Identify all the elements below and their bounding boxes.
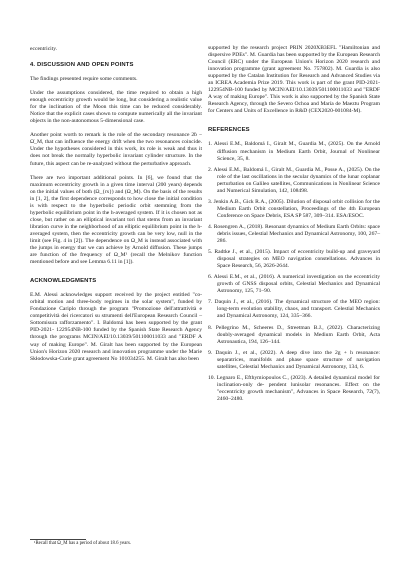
reference-item: 9. Daquin J., et al., (2022). A deep dive into the 2g + h resonance: separatrices, manifolds and phase space structure of navigation satellites, Celestial Mechanics and Dynamical Astronomy, 134, 6. — [208, 349, 380, 370]
reference-item: 8. Pellegrino M., Scheeres D., Streetman B.J., (2022). Characterizing doubly-averaged dynamical models in Medium Earth Orbit, Acta Astronautica, 194, 126–144. — [208, 324, 380, 345]
paragraph: E.M. Alessi acknowledges support received by the project entitled "co-orbital motion and three-body regimes in the solar system", funded by Fondazione Cariplo through the program "Promozione dell'attrattività e competitività dei ricercatori su strumenti dell'European Research Council – Sottomisura rafforzamento". I. Baldomá has been supported by the grant PID-2021- 122954NB-100 funded by the Spanish State Research Agency through the programs MCIN/AEI/10.13039/501100011033 and "ERDF A way of making Europe". M. Giralt has been supported by the European Union's Horizon 2020 research and innovation programme under the Marie Skłodowska-Curie grant agreement No 101034255. M. Giralt has also been — [30, 292, 202, 362]
reference-item: 7. Daquin J., et al., (2016). The dynamical structure of the MEO region: long-term evolution stability, chaos, and transport. Celestial Mechanics and Dynamical Astronomy, 124, 335–366. — [208, 299, 380, 320]
reference-item: 1. Alessi E.M., Baldomá I., Giralt M., Guardia M., (2025). On the Arnold diffusion mechanism in Medium Earth Orbit, Journal of Nonlinear Science, 35, 8. — [208, 141, 380, 162]
reference-item: 6. Alessi E.M., et al., (2016). A numerical investigation on the eccentricity growth of GNSS disposal orbits, Celestial Mechanics and Dynamical Astronomy, 125, 71–90. — [208, 274, 380, 295]
section-heading-discussion: 4. DISCUSSION AND OPEN POINTS — [30, 62, 134, 69]
paragraph: supported by the research project PRIN 2020XB3EFL "Hamiltonian and dispersive PDEs". M. Guardia has been supported by the European Research Council (ERC) under the European Union's Horizon 2020 research and innovation programme (grant agreement No. 757802). M. Guardia is also supported by the Catalan Institution for Research and Advanced Studies via an ICREA Academia Prize 2019. This work is part of the grant PID-2021-122954NB-100 funded by MCIN/AEI/10.13039/501100011033 and "ERDF A way of making Europe". This work is also supported by the Spanish State Research Agency, through the Severo Ochoa and María de Maeztu Program for Centers and Units of Excellence in R&D (CEX2020-001084-M). — [208, 45, 380, 115]
reference-list — [208, 141, 380, 403]
left-column — [30, 0, 202, 363]
paragraph: Another point worth to remark is the role of the secondary resonance 2ḃ − Ω̇_M, that can influence the energy drift when the two resonances coincide. Under the hypotheses considered in this work, its role is weak and thus it does not break the normally hyperbolic invariant cylinder structure. In the future, this aspect can be re-analyzed without the perturbative approach. — [30, 132, 202, 167]
footnote-rule — [30, 539, 86, 540]
reference-item: 10. Legnaro E., Efthymiopoulos C., (2023). A detailed dynamical model for inclination-only de- pendent lunisolar resonances. Effect on the "eccentricity growth mechanism", Advances in Space Research, 72(7), 2460–2480. — [208, 374, 380, 402]
section-heading-acknowledgments: ACKNOWLEDGMENTS — [30, 278, 97, 285]
section-heading-references: REFERENCES — [208, 127, 250, 134]
reference-item: 4. Rosengren A., (2018). Resonant dynamics of Medium Earth Orbits: space debris issues, Celestial Mechanics and Dynamical Astronomy, 100, 267–286. — [208, 223, 380, 245]
footnote: ¹Recall that Ω_M has a period of about 18.6 years. — [34, 541, 132, 546]
paragraph: The findings presented require some comments. — [30, 76, 138, 83]
reference-item: 2. Alessi E.M., Baldomá I., Giralt M., Guardia M., Posse A., (2025). On the role of the last oscillations in the secular dynamics of the lunar coplanar perturbation on Galileo satellites, Communications in Nonlinear Science and Numerical Simulation, 142, 108498. — [208, 166, 380, 194]
continuation-text: eccentricity. — [30, 46, 58, 52]
reference-item: 5. Radtke J., et al., (2015). Impact of eccentricity build-up and graveyard disposal strategies on MEO navigation constellations. Advances in Space Research, 56, 2626-2644. — [208, 249, 380, 270]
right-column — [208, 0, 380, 407]
paragraph: Under the assumptions considered, the time required to obtain a high enough eccentricity growth would be long, but considering a realistic value for the inclination of the Moon this time can be reduced considerably. Notice that the explicit cases shown to compute numerically all the invariant objects in the non-autonomous 5-dimensional case. — [30, 90, 202, 125]
reference-item: 3. Jenkin A.B., Gick R.A., (2005). Dilution of disposal orbit collision for the Medium Earth Orbit constellation, Proceedings of the 4th European Conference on Space Debris, ESA SP 587, 309–314. ESA/ESOC. — [208, 198, 380, 219]
paragraph: There are two important additional points. In [6], we found that the maximum eccentricity growth in a given time interval (200 years) depends on the initial values of both (Ω_{rs}) and (Ω_M). On the basis of the results in [1, 2], the first dependence corresponds to how close the initial condition is with respect to the hyperbolic periodic orbit stemming from the hyperbolic equilibrium point in the h-averaged system. If it is chosen not as close, but rather on an elliptical invariant tori that stems from an invariant libration curve in the neighborhood of an elliptic equilibrium point in the h-averaged system, then the eccentricity growth can be very low, null in the limit (see Fig. 4 in [2]). The dependence on Ω_M is instead associated with the jumps in energy that we can achieve by Arnold diffusion. These jumps are function of the frequency of Ω_M¹ (recall the Melnikov function mentioned before and see Lemma 6.11 in [1]). — [30, 174, 202, 266]
